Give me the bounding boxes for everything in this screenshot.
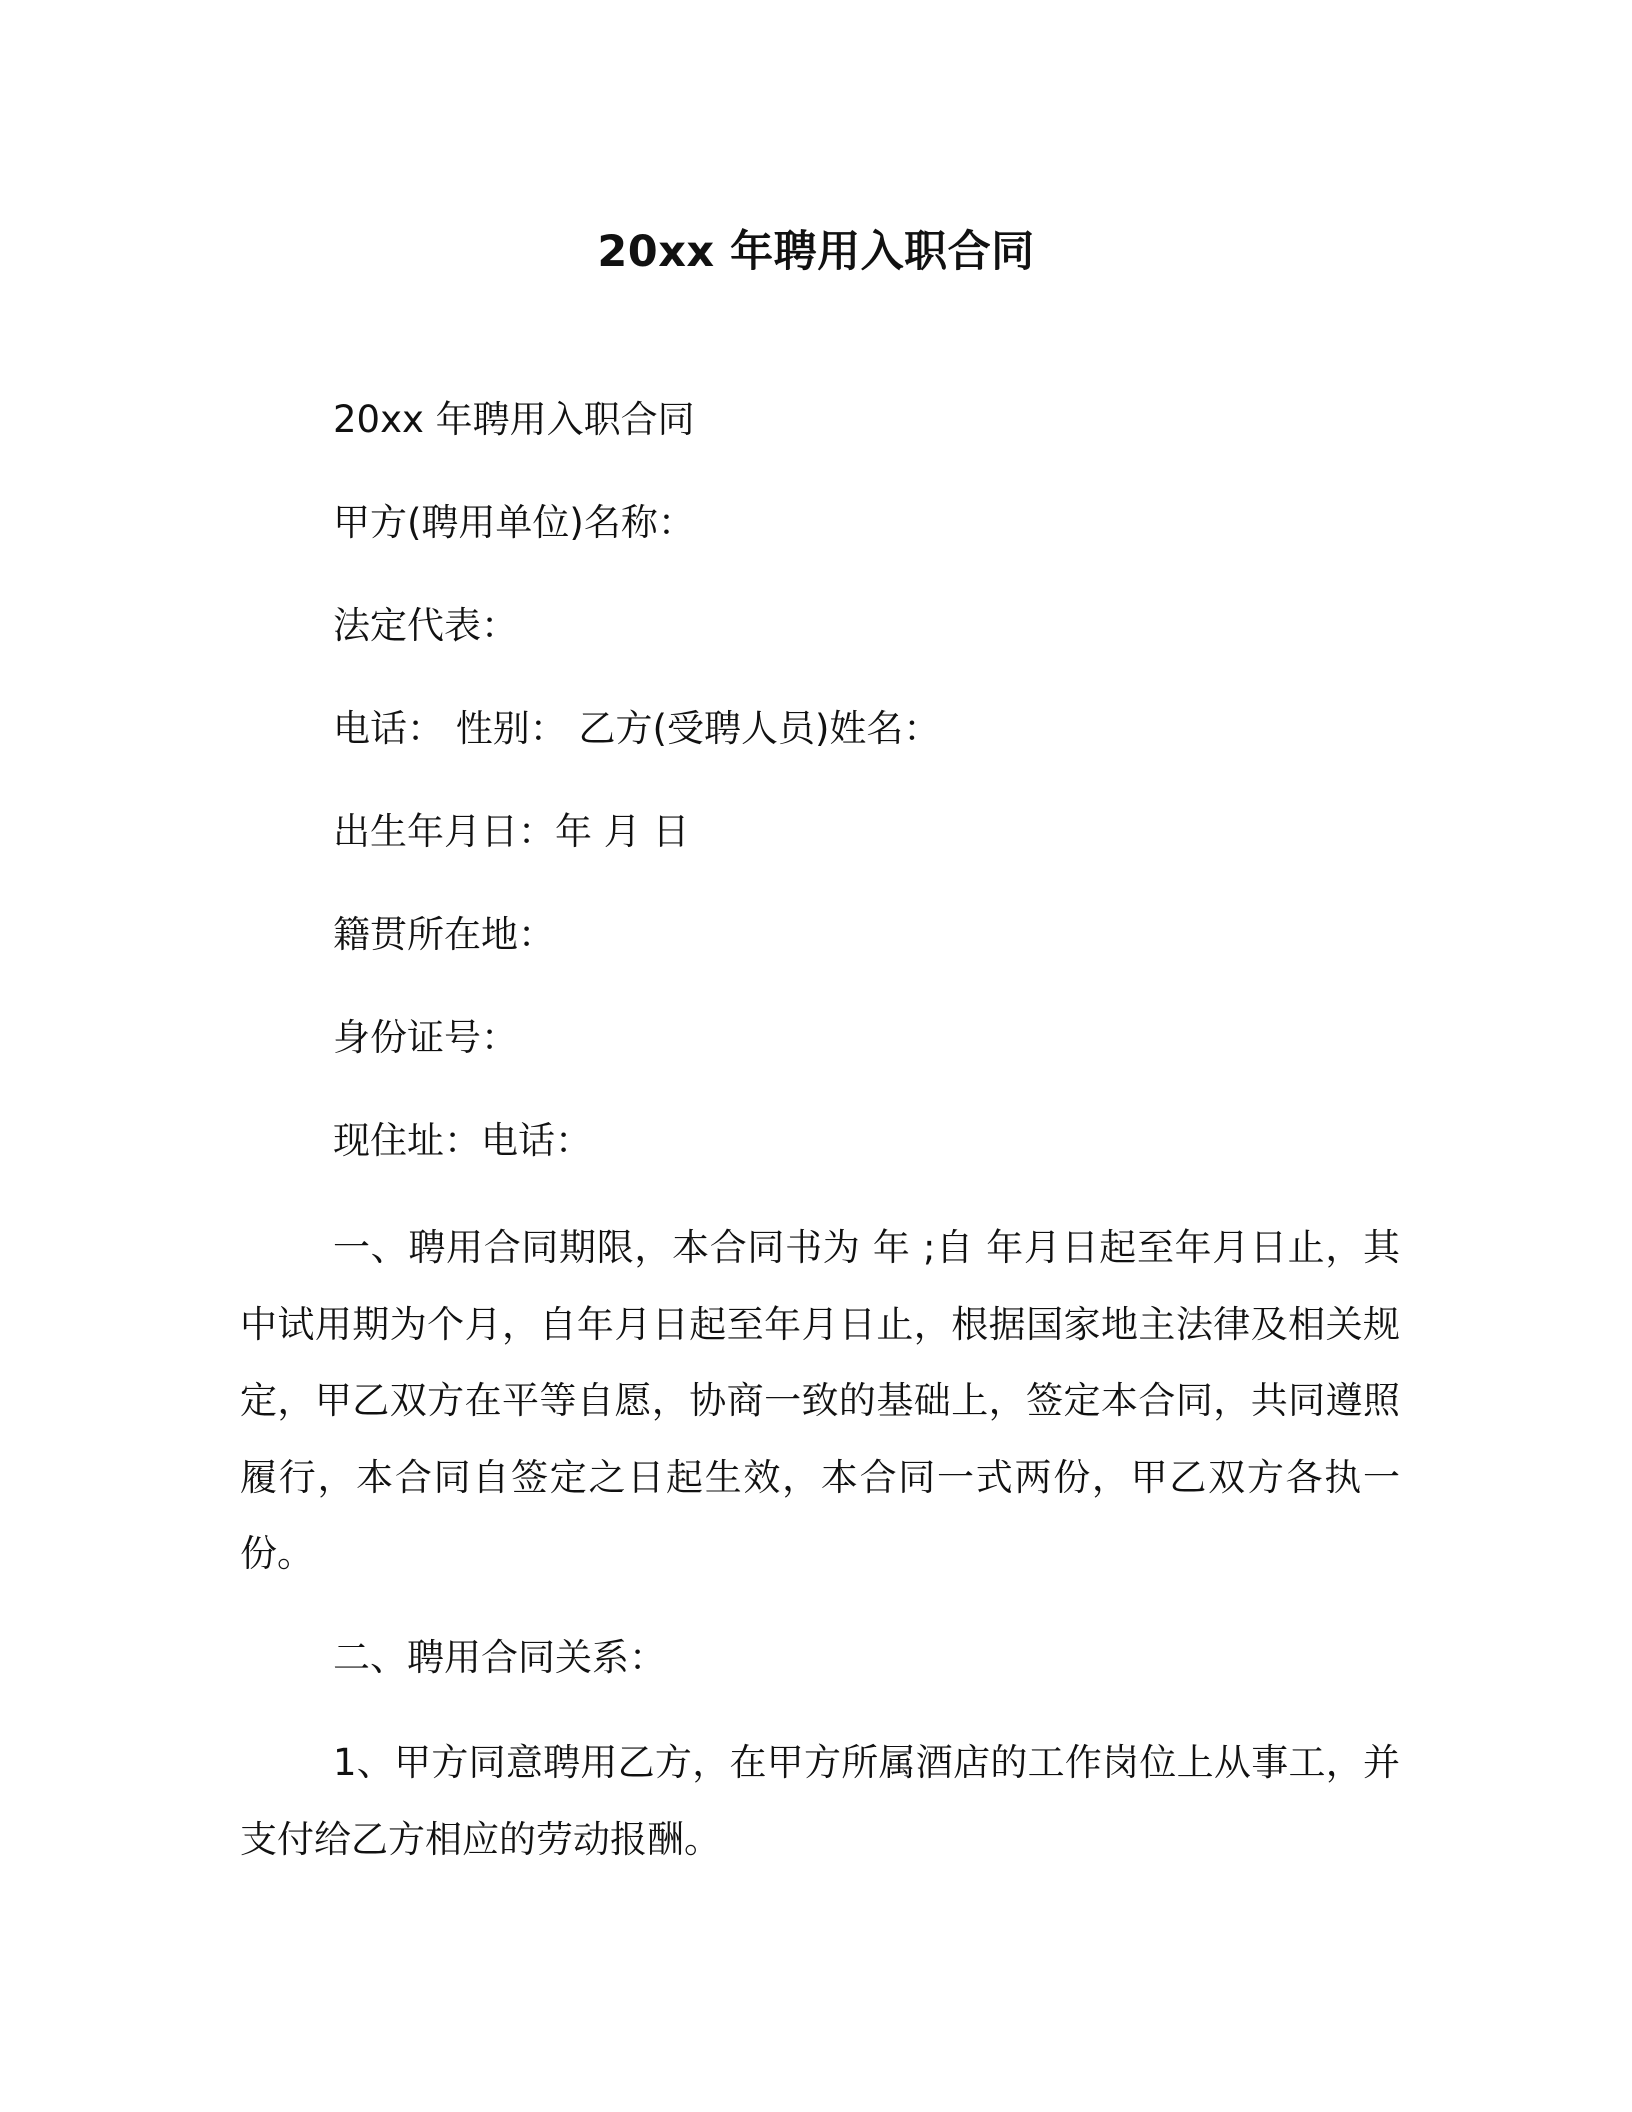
header-line-subtitle: 20xx 年聘用入职合同 [333,398,695,441]
header-line-employer-name: 甲方(聘用单位)名称： [333,501,695,544]
header-line-phone-gender-employee: 电话： 性别： 乙方(受聘人员)姓名： [333,707,941,750]
header-line-native-place: 籍贯所在地： [333,913,555,956]
header-line-birth-date: 出生年月日：年 月 日 [333,810,690,853]
paragraph-contract-relation-heading: 二、聘用合同关系： [333,1636,666,1679]
header-line-legal-representative: 法定代表： [333,604,518,647]
header-line-address-phone: 现住址：电话： [333,1119,592,1162]
paragraph-contract-term: 一、聘用合同期限，本合同书为 年 ;自 年月日起至年月日止，其中试用期为个月，自年月日起至年月日止，根据国家地主法律及相关规定，甲乙双方在平等自愿，协商一致的基础上，签定本合同，共同遵照履行，本合同自签定之日起生效，本合同一式两份，甲乙双方各执一份。 [240,1226,1400,1575]
header-line-id-number: 身份证号： [333,1016,518,1059]
paragraph-clause-1: 1、甲方同意聘用乙方，在甲方所属酒店的工作岗位上从事工，并支付给乙方相应的劳动报酬。 [240,1741,1400,1861]
document-title: 20xx 年聘用入职合同 [597,227,1035,277]
